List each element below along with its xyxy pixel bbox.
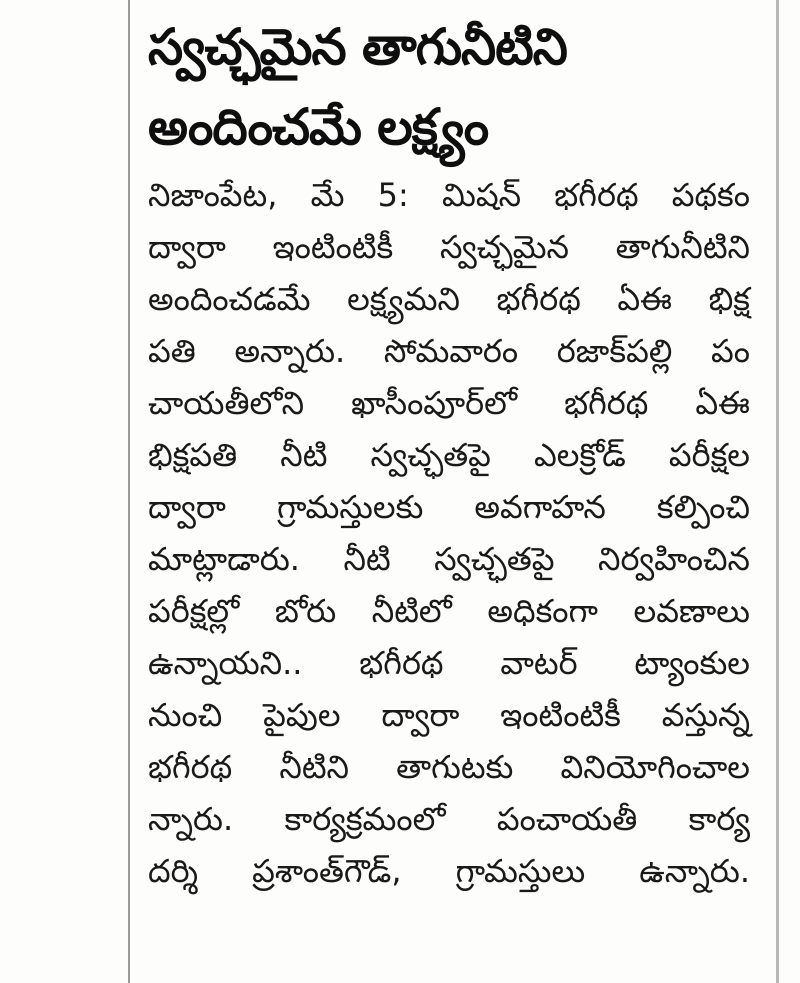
body-line-9: పరీక్షల్లో బోరు నీటిలో అధికంగా లవణాలు bbox=[148, 592, 750, 630]
body-line-10: ఉన్నాయని.. భగీరథ వాటర్ ట్యాంకుల bbox=[148, 644, 750, 682]
body-line-2: ద్వారా ఇంటింటికీ స్వచ్ఛమైన తాగునీటిని bbox=[148, 228, 750, 266]
body-line-12: భగీరథ నీటిని తాగుటకు వినియోగించాల bbox=[148, 748, 750, 786]
body-line-4: పతి అన్నారు. సోమవారం రజాక్‌పల్లి పం bbox=[148, 332, 750, 370]
body-line-3: అందించడమే లక్ష్యమని భగీరథ ఏఈ భిక్ష bbox=[148, 280, 750, 318]
body-line-6: భిక్షపతి నీటి స్వచ్ఛతపై ఎలక్రోడ్ పరీక్షల bbox=[148, 436, 750, 474]
body-line-5: చాయతీలోని ఖాసీంపూర్‌లో భగీరథ ఏఈ bbox=[148, 384, 750, 422]
headline-line-2: అందించమే లక్ష్యం bbox=[148, 98, 489, 156]
body-line-11: నుంచి పైపుల ద్వారా ఇంటింటికీ వస్తున్న bbox=[148, 696, 750, 734]
body-line-8: మాట్లాడారు. నీటి స్వచ్ఛతపై నిర్వహించిన bbox=[148, 540, 750, 578]
body-line-13: న్నారు. కార్యక్రమంలో పంచాయతీ కార్య bbox=[148, 800, 750, 838]
body-line-7: ద్వారా గ్రామస్తులకు అవగాహన కల్పించి bbox=[148, 488, 750, 526]
article-column bbox=[128, 0, 768, 983]
column-rule-right bbox=[776, 0, 779, 983]
headline-line-1: స్వచ్ఛమైన తాగునీటిని bbox=[148, 18, 567, 76]
body-line-14: దర్శి ప్రశాంత్‌గౌడ్, గ్రామస్తులు ఉన్నారు. bbox=[148, 852, 750, 890]
body-line-1: నిజాంపేట, మే 5: మిషన్ భగీరథ పథకం bbox=[148, 176, 750, 214]
